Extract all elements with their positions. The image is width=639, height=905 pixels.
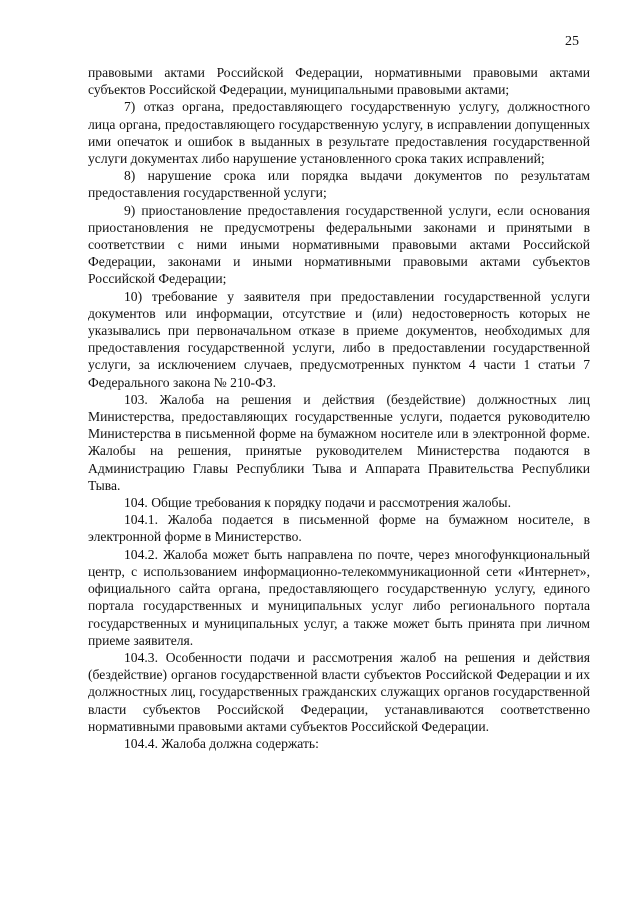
- page-number: 25: [565, 34, 579, 49]
- paragraph-item-7: 7) отказ органа, предоставляющего государственную услугу, должностного лица органа, предоставляющего государственную услугу, в исправлении допущенных ими опечаток и ошибок в выданных в результате предоставления государственной услуги документах либо нарушение установленного срока таких исправлений;: [88, 99, 590, 167]
- paragraph-104: 104. Общие требования к порядку подачи и рассмотрения жалобы.: [124, 495, 511, 511]
- paragraph-item-10: 10) требование у заявителя при предоставлении государственной услуги документов или информации, отсутствие и (или) недостоверность которых не указывались при первоначальном отказе в приеме документов, необходимых для предоставления государственной услуги, либо в предоставлении государственной услуги, за исключением случаев, предусмотренных пунктом 4 части 1 статьи 7 Федерального закона № 210-ФЗ.: [88, 288, 590, 390]
- paragraph-104-3: 104.3. Особенности подачи и рассмотрения жалоб на решения и действия (бездействие) органов государственной власти субъектов Российской Федерации и их должностных лиц, государственных гражданских служащих органов государственной власти субъектов Российской Федерации, устанавливаются соответственно нормативными правовыми актами субъектов Российской Федерации.: [88, 649, 590, 734]
- paragraph-104-4: 104.4. Жалоба должна содержать:: [124, 735, 319, 751]
- document-body: [88, 64, 590, 752]
- paragraph-103: 103. Жалоба на решения и действия (бездействие) должностных лиц Министерства, предоставляющих государственные услуги, подается руководителю Министерства в письменной форме на бумажном носителе или в электронной форме. Жалобы на решения, принятые руководителем Министерства подаются в Администрацию Главы Республики Тыва и Аппарата Правительства Республики Тыва.: [88, 391, 590, 493]
- paragraph-continuation: правовыми актами Российской Федерации, нормативными правовыми актами субъектов Российской Федерации, муниципальными правовыми актами;: [88, 65, 590, 98]
- paragraph-item-9: 9) приостановление предоставления государственной услуги, если основания приостановления не предусмотрены федеральными законами и принятыми в соответствии с ними иными нормативными правовыми актами Российской Федерации, законами и иными нормативными правовыми актами субъектов Российской Федерации;: [88, 202, 590, 287]
- paragraph-104-1: 104.1. Жалоба подается в письменной форме на бумажном носителе, в электронной форме в Министерство.: [88, 512, 590, 545]
- paragraph-104-2: 104.2. Жалоба может быть направлена по почте, через многофункциональный центр, с использованием информационно-телекоммуникационной сети «Интернет», официального сайта органа, предоставляющего государственную услугу, единого портала государственных и муниципальных услуг либо регионального портала государственных и муниципальных услуг, а также может быть принята при личном приеме заявителя.: [88, 546, 590, 648]
- paragraph-item-8: 8) нарушение срока или порядка выдачи документов по результатам предоставления государственной услуги;: [88, 168, 590, 201]
